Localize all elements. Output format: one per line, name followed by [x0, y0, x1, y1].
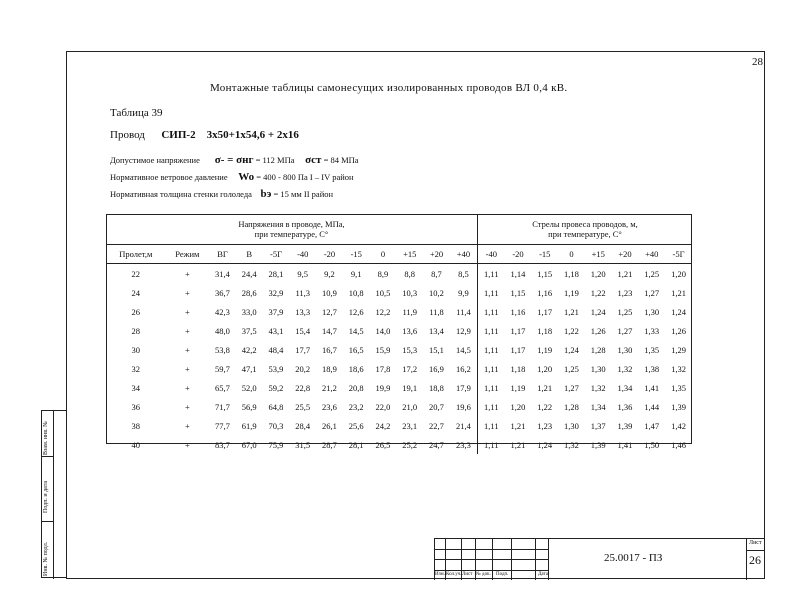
stress-symbol-2: σст: [305, 154, 322, 166]
table-cell: 1,46: [671, 439, 686, 450]
table-cell: 1,26: [590, 325, 606, 336]
table-cell: 53,8: [215, 344, 230, 355]
table-cell: 9,5: [297, 268, 309, 279]
table-row: [106, 378, 692, 397]
table-cell: 1,22: [537, 401, 553, 412]
table-cell: 52,0: [241, 382, 257, 393]
table-cell: 11,3: [295, 287, 311, 298]
sag-group-header: [478, 214, 692, 245]
sidebar-inv-dubl: Взам. инв. №: [43, 421, 49, 455]
table-group-header: [106, 214, 692, 245]
stress-symbol-1: σ- = σнг: [214, 154, 254, 166]
table-cell: 22: [131, 268, 141, 279]
table-cell: 10,2: [429, 287, 444, 298]
table-cell: 67,0: [241, 439, 257, 450]
stamp-line: [434, 549, 548, 550]
table-cell: 1,20: [537, 363, 553, 374]
table-cell: 13,4: [429, 325, 444, 336]
sheet-number: 26: [749, 553, 761, 567]
stamp-col-list: Лист: [462, 572, 473, 577]
table-cell: 33,0: [241, 306, 257, 317]
table-cell: 1,42: [671, 420, 686, 431]
table-cell: 23,3: [456, 439, 471, 450]
table-cell: 28: [131, 325, 141, 336]
stamp-col-doc: № док.: [476, 572, 491, 577]
table-cell: 83,7: [215, 439, 230, 450]
table-label: Таблица 39: [110, 107, 163, 119]
table-cell: 24,4: [241, 268, 257, 279]
table-cell: 1,23: [617, 287, 633, 298]
ice-line: [110, 188, 333, 200]
table-cell: 14,5: [348, 325, 364, 336]
table-cell: 19,9: [375, 382, 391, 393]
table-cell: 43,1: [268, 325, 284, 336]
table-cell: 14,5: [456, 344, 471, 355]
table-cell: 1,33: [644, 325, 660, 336]
table-cell: 15,3: [402, 344, 418, 355]
table-cell: 22,8: [295, 382, 311, 393]
column-header: В: [236, 245, 263, 264]
table-cell: +: [184, 401, 190, 412]
table-cell: 16,2: [456, 363, 471, 374]
table-cell: 19,1: [402, 382, 418, 393]
table-cell: 1,11: [478, 378, 505, 397]
column-header: +40: [450, 245, 478, 264]
table-cell: 1,24: [671, 306, 686, 317]
table-cell: 70,3: [268, 420, 284, 431]
table-cell: 20,2: [295, 363, 311, 374]
table-cell: 1,30: [617, 344, 633, 355]
table-cell: 10,3: [402, 287, 418, 298]
sidebar-inv-orig: Инв. № подл.: [43, 541, 49, 576]
table-cell: 1,11: [478, 435, 505, 454]
table-cell: 13,3: [295, 306, 311, 317]
table-cell: 16,5: [348, 344, 364, 355]
table-cell: 1,15: [510, 287, 526, 298]
table-cell: 15,4: [295, 325, 311, 336]
table-cell: 40: [131, 439, 141, 450]
table-cell: 77,7: [215, 420, 230, 431]
table-cell: 1,11: [478, 340, 505, 359]
table-cell: 1,27: [564, 382, 579, 393]
table-cell: 37,9: [268, 306, 284, 317]
column-header: -20: [316, 245, 343, 264]
table-row: [106, 435, 692, 454]
table-cell: 20,7: [429, 401, 444, 412]
table-cell: 1,47: [644, 420, 660, 431]
table-cell: 1,22: [564, 325, 579, 336]
table-cell: 28,7: [322, 439, 337, 450]
table-cell: 18,6: [348, 363, 364, 374]
table-cell: 1,29: [671, 344, 686, 355]
table-cell: 9,9: [458, 287, 469, 298]
table-cell: 53,9: [268, 363, 284, 374]
table-cell: 1,34: [590, 401, 606, 412]
table-cell: 42,2: [241, 344, 257, 355]
sidebar-sign-date: Подп. и дата: [43, 480, 49, 513]
table-cell: 1,25: [644, 268, 660, 279]
table-cell: 10,9: [322, 287, 337, 298]
mounting-table: [106, 214, 692, 454]
ice-value: = 15 мм II район: [273, 189, 334, 199]
table-cell: 1,24: [564, 344, 579, 355]
table-cell: 1,22: [590, 287, 606, 298]
table-cell: 1,11: [478, 359, 505, 378]
table-cell: 1,20: [510, 401, 526, 412]
column-header: Режим: [166, 245, 210, 264]
table-cell: 18,9: [322, 363, 337, 374]
table-cell: 1,17: [510, 325, 526, 336]
table-cell: +: [184, 268, 190, 279]
table-cell: 1,25: [617, 306, 633, 317]
table-cell: 1,34: [617, 382, 633, 393]
table-cell: 1,39: [617, 420, 633, 431]
table-cell: 10,5: [375, 287, 391, 298]
table-cell: 23,1: [402, 420, 418, 431]
table-cell: 59,7: [215, 363, 230, 374]
table-cell: 42,3: [215, 306, 230, 317]
table-cell: +: [184, 439, 190, 450]
stress-line: [110, 154, 359, 166]
column-header: -5Г: [263, 245, 290, 264]
table-cell: 1,38: [644, 363, 660, 374]
column-header: ВГ: [209, 245, 236, 264]
stamp-line: [434, 559, 548, 560]
stamp-col-kol: Кол.уч.: [446, 572, 462, 577]
table-cell: 1,21: [671, 287, 686, 298]
table-cell: 1,14: [510, 268, 526, 279]
table-cell: 1,11: [478, 397, 505, 416]
title-block-grid: [434, 539, 548, 580]
stamp-line: [434, 570, 548, 571]
stamp-line: [548, 539, 549, 580]
table-cell: 1,11: [478, 321, 505, 340]
table-cell: 1,32: [617, 363, 633, 374]
table-cell: +: [184, 382, 190, 393]
sheet-label: Лист: [749, 540, 762, 546]
table-cell: 36: [131, 401, 141, 412]
table-cell: 36,7: [215, 287, 230, 298]
side-stamp: [41, 410, 66, 578]
column-header: 0: [370, 245, 397, 264]
table-cell: 1,50: [644, 439, 660, 450]
table-cell: 21,4: [456, 420, 471, 431]
table-cell: 1,19: [510, 382, 526, 393]
table-cell: 17,2: [402, 363, 418, 374]
table-cell: 8,8: [404, 268, 416, 279]
table-cell: 1,15: [537, 268, 553, 279]
table-cell: 75,9: [268, 439, 284, 450]
page-title: Монтажные таблицы самонесущих изолированных проводов ВЛ 0,4 кВ.: [210, 82, 568, 94]
table-cell: 1,20: [671, 268, 686, 279]
table-cell: 56,9: [241, 401, 257, 412]
table-cell: 1,11: [478, 302, 505, 321]
column-header: Пролет,м: [106, 245, 166, 264]
table-cell: 8,5: [458, 268, 469, 279]
table-cell: 18,8: [429, 382, 444, 393]
table-cell: 1,30: [644, 306, 660, 317]
table-cell: 1,17: [537, 306, 553, 317]
table-cell: 1,39: [671, 401, 686, 412]
table-cell: 71,7: [215, 401, 230, 412]
table-cell: 10,8: [348, 287, 364, 298]
table-cell: 1,24: [590, 306, 606, 317]
table-cell: 14,7: [322, 325, 337, 336]
table-cell: 1,27: [617, 325, 633, 336]
table-cell: 34: [131, 382, 141, 393]
table-cell: 14,0: [375, 325, 391, 336]
table-cell: 1,41: [617, 439, 633, 450]
table-cell: 16,7: [322, 344, 337, 355]
column-header: -5Г: [665, 245, 692, 264]
column-header: +15: [396, 245, 423, 264]
table-cell: 1,35: [644, 344, 660, 355]
column-header: -40: [478, 245, 505, 264]
sidebar-cell-inv-dubl: [42, 411, 54, 457]
table-cell: 23,6: [322, 401, 337, 412]
table-cell: 12,2: [375, 306, 391, 317]
table-cell: 1,16: [510, 306, 526, 317]
table-cell: 1,21: [537, 382, 553, 393]
table-cell: 26,5: [375, 439, 391, 450]
table-row: [106, 416, 692, 435]
table-cell: 1,28: [590, 344, 606, 355]
table-cell: 59,2: [268, 382, 284, 393]
table-cell: 38: [131, 420, 141, 431]
table-column-header-row: [106, 245, 692, 264]
table-cell: 20,8: [348, 382, 364, 393]
page-number: 28: [752, 56, 763, 68]
table-cell: 30: [131, 344, 141, 355]
table-cell: 1,36: [617, 401, 633, 412]
sag-header-line-1: Стрелы провеса проводов, м,: [532, 219, 638, 229]
table-cell: 9,2: [324, 268, 335, 279]
ice-symbol: bэ: [260, 188, 272, 200]
sidebar-cell-inv-orig: [42, 522, 54, 579]
table-cell: 19,6: [456, 401, 471, 412]
table-cell: 28,1: [268, 268, 284, 279]
table-cell: 8,7: [431, 268, 442, 279]
table-cell: 26,1: [322, 420, 337, 431]
stamp-line: [747, 550, 765, 551]
table-cell: 12,6: [348, 306, 364, 317]
column-header: 0: [558, 245, 585, 264]
stamp-col-date: Дата: [538, 572, 548, 577]
table-cell: 1,30: [564, 420, 579, 431]
table-cell: 1,32: [564, 439, 579, 450]
wind-label: Нормативное ветровое давление: [110, 172, 228, 182]
table-cell: 1,35: [671, 382, 686, 393]
table-cell: 1,11: [478, 283, 505, 302]
table-cell: 31,5: [295, 439, 311, 450]
column-header: +15: [585, 245, 612, 264]
wind-line: [110, 171, 354, 183]
table-cell: 1,21: [510, 420, 526, 431]
table-cell: 24,7: [429, 439, 444, 450]
table-cell: 28,6: [241, 287, 257, 298]
table-cell: 1,44: [644, 401, 660, 412]
document-code: 25.0017 - ПЗ: [604, 552, 663, 564]
stress-header-line-2: при температуре, С°: [254, 229, 329, 239]
table-cell: 22,0: [375, 401, 391, 412]
table-cell: 48,0: [215, 325, 230, 336]
table-cell: 9,1: [350, 268, 362, 279]
stamp-col-izm: Изм.: [435, 572, 445, 577]
table-cell: 1,23: [537, 420, 553, 431]
stamp-col-sign: Подп.: [496, 572, 509, 577]
table-cell: 1,18: [510, 363, 526, 374]
stress-group-header: [106, 214, 478, 245]
table-cell: 1,39: [590, 439, 606, 450]
table-cell: 25,6: [348, 420, 364, 431]
table-cell: 1,21: [510, 439, 526, 450]
table-cell: 47,1: [241, 363, 257, 374]
table-row: [106, 397, 692, 416]
table-cell: 23,2: [348, 401, 364, 412]
table-cell: 32: [131, 363, 141, 374]
table-cell: 17,8: [375, 363, 391, 374]
table-cell: 28,1: [348, 439, 364, 450]
table-cell: +: [184, 306, 190, 317]
table-cell: 16,9: [429, 363, 444, 374]
table-cell: 1,18: [537, 325, 553, 336]
wire-type: СИП-2: [161, 129, 196, 141]
table-cell: 22,7: [429, 420, 444, 431]
table-cell: 1,21: [617, 268, 633, 279]
wire-spec: 3х50+1х54,6 + 2х16: [206, 129, 299, 141]
table-cell: 1,24: [537, 439, 553, 450]
table-cell: 1,37: [590, 420, 606, 431]
table-cell: 26: [131, 306, 141, 317]
stress-value-2: = 84 МПа: [323, 155, 359, 165]
column-header: -40: [289, 245, 316, 264]
table-cell: 25,2: [402, 439, 418, 450]
column-header: -20: [505, 245, 532, 264]
ice-label: Нормативная толщина стенки гололеда: [110, 189, 252, 199]
table-cell: 28,4: [295, 420, 311, 431]
wind-value: = 400 - 800 Па I – IV район: [256, 172, 354, 182]
table-row: [106, 283, 692, 302]
column-header: +20: [423, 245, 450, 264]
table-cell: +: [184, 420, 190, 431]
table-cell: 1,20: [590, 268, 606, 279]
table-cell: 64,8: [268, 401, 284, 412]
table-row: [106, 264, 692, 284]
table-cell: 15,1: [429, 344, 444, 355]
table-cell: 17,9: [456, 382, 471, 393]
column-header: -15: [531, 245, 558, 264]
wire-line: [110, 129, 299, 141]
table-cell: 1,19: [537, 344, 553, 355]
table-cell: 1,41: [644, 382, 660, 393]
table-cell: 1,32: [671, 363, 686, 374]
table-cell: 1,32: [590, 382, 606, 393]
table-cell: 24: [131, 287, 141, 298]
table-cell: 1,16: [537, 287, 553, 298]
wind-symbol: Wo: [238, 171, 255, 183]
table-cell: 21,2: [322, 382, 337, 393]
table-cell: 1,27: [644, 287, 660, 298]
table-cell: 31,4: [215, 268, 230, 279]
table-cell: 17,7: [295, 344, 311, 355]
table-row: [106, 302, 692, 321]
column-header: +40: [638, 245, 665, 264]
table-cell: 15,9: [375, 344, 391, 355]
table-cell: +: [184, 287, 190, 298]
table-cell: 1,28: [564, 401, 579, 412]
table-cell: 1,18: [564, 268, 579, 279]
table-cell: +: [184, 363, 190, 374]
table-cell: 11,4: [456, 306, 471, 317]
table-cell: 61,9: [241, 420, 257, 431]
table-cell: 21,0: [402, 401, 418, 412]
sidebar-cell-sign-date: [42, 457, 54, 522]
stress-header-line-1: Напряжения в проводе, МПа,: [238, 219, 345, 229]
table-cell: 48,4: [268, 344, 284, 355]
table-cell: 1,21: [564, 306, 579, 317]
table-cell: 37,5: [241, 325, 257, 336]
table-cell: 1,30: [590, 363, 606, 374]
stress-value-1: = 112 МПа: [255, 155, 295, 165]
table-cell: +: [184, 325, 190, 336]
sheet-box: [746, 539, 765, 580]
table-row: [106, 359, 692, 378]
sag-header-line-2: при температуре, С°: [548, 229, 622, 239]
wire-label: Провод: [110, 129, 145, 141]
table-cell: 1,25: [564, 363, 579, 374]
table-row: [106, 340, 692, 359]
table-cell: 13,6: [402, 325, 418, 336]
table-cell: 1,11: [478, 416, 505, 435]
table-cell: 65,7: [215, 382, 230, 393]
table-cell: 8,9: [377, 268, 389, 279]
table-cell: 11,9: [402, 306, 418, 317]
column-header: +20: [612, 245, 639, 264]
table-cell: 25,5: [295, 401, 311, 412]
table-cell: 1,11: [478, 264, 505, 284]
table-cell: 32,9: [268, 287, 284, 298]
table-cell: +: [184, 344, 190, 355]
table-cell: 1,26: [671, 325, 686, 336]
table-cell: 1,19: [564, 287, 579, 298]
table-row: [106, 321, 692, 340]
column-header: -15: [343, 245, 370, 264]
table-cell: 12,7: [322, 306, 337, 317]
title-block: [434, 538, 765, 579]
table-cell: 1,17: [510, 344, 526, 355]
table-cell: 24,2: [375, 420, 391, 431]
table-cell: 12,9: [456, 325, 471, 336]
stress-label: Допустимое напряжение: [110, 155, 200, 165]
table-cell: 11,8: [429, 306, 444, 317]
